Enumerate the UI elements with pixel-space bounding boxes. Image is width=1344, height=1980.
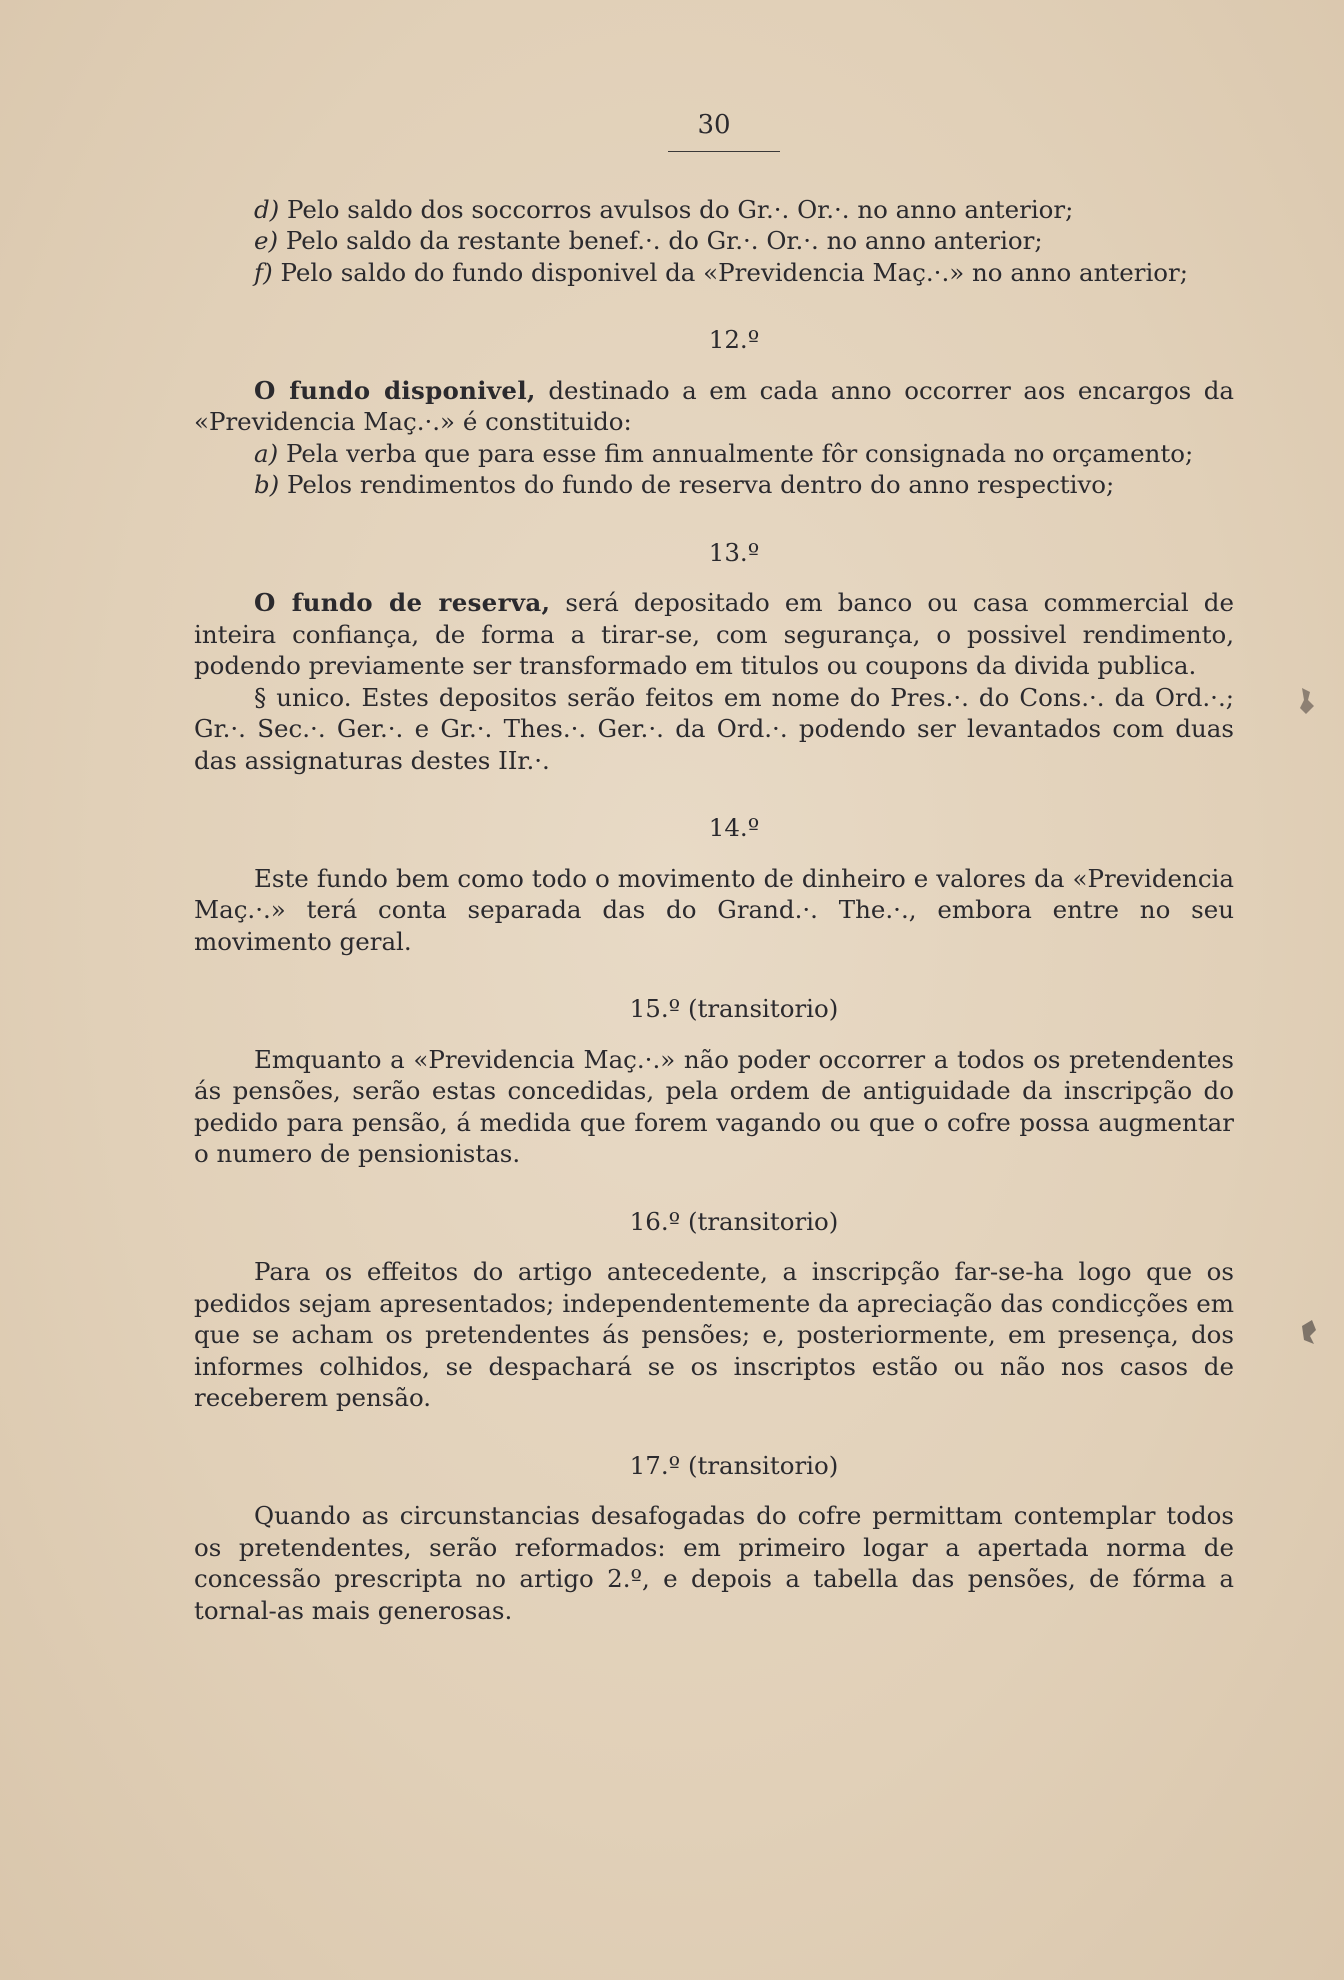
item-letter: a) xyxy=(254,438,279,468)
article-13-text xyxy=(194,587,1234,682)
intro-list xyxy=(194,194,1234,289)
article-17-text: Quando as circunstancias desafogadas do cofre permittam contemplar todos os pretendentes, serão reformados: em primeiro logar a apertada norma de concessão prescripta no artigo 2.º, e depois a tabella das pensões, de fórma a tornal-as mais generosas. xyxy=(194,1501,1234,1625)
item-letter: d) xyxy=(254,194,280,224)
list-item xyxy=(194,438,1234,470)
article-13-rest: será depositado em banco ou casa commercial de inteira confiança, de forma a tirar-se, com segurança, o possivel rendimento, podendo previamente ser transformado em titulos ou coupons da divida publica. xyxy=(194,588,1234,680)
page-number-rule xyxy=(668,151,780,152)
page-number: 30 xyxy=(697,110,731,140)
margin-speck-icon xyxy=(1298,1318,1320,1348)
document-page xyxy=(194,110,1234,1626)
article-12-number: 12.º xyxy=(708,325,760,354)
article-12-text xyxy=(194,375,1234,438)
item-letter: e) xyxy=(254,226,279,255)
item-letter: b) xyxy=(254,470,280,499)
article-16-number: 16.º (transitorio) xyxy=(629,1206,839,1236)
item-text: Pelos rendimentos do fundo de reserva dentro do anno respectivo; xyxy=(287,470,1115,499)
article-13-number: 13.º xyxy=(708,537,760,567)
article-15-text: Emquanto a «Previdencia Maç.·.» não poder occorrer a todos os pretendentes ás pensões, serão estas concedidas, pela ordem de antiguidade da inscripção do pedido para pensão, á medida que forem vagando ou que o cofre possa augmentar o numero de pensionistas. xyxy=(194,1044,1234,1168)
article-16-text: Para os effeitos do artigo antecedente, a inscripção far-se-ha logo que os pedidos sejam apresentados; independentemente da apreciação das condicções em que se acham os pretendentes ás pensões; e, posteriormente, em presença, dos informes colhidos, se despachará se os inscriptos estão ou não nos casos de receberem pensão. xyxy=(194,1257,1234,1412)
list-item xyxy=(194,194,1234,226)
margin-speck-icon xyxy=(1296,686,1318,716)
article-13-lead: O fundo de reserva, xyxy=(254,588,551,617)
item-text: Pela verba que para esse fim annualmente fôr consignada no orçamento; xyxy=(285,438,1194,468)
list-item xyxy=(194,257,1234,289)
article-14-text: Este fundo bem como todo o movimento de dinheiro e valores da «Previdencia Maç.·.» terá conta separada das do Grand.·. The.·., embora entre no seu movimento geral. xyxy=(194,863,1234,956)
article-12-rest: destinado a em cada anno occorrer aos encargos da «Previdencia Maç.·.» é constituido: xyxy=(194,375,1234,436)
list-item xyxy=(194,469,1234,501)
item-text: Pelo saldo dos soccorros avulsos do Gr.·. Or.·. no anno anterior; xyxy=(287,194,1074,224)
article-17-number: 17.º (transitorio) xyxy=(629,1450,839,1480)
article-13-unico: § unico. Estes depositos serão feitos em nome do Pres.·. do Cons.·. da Ord.·.; Gr.·. Sec.·. Ger.·. e Gr.·. Thes.·. Ger.·. da Ord.·. podendo ser levantados com duas das assignaturas destes IIr.·. xyxy=(194,682,1234,775)
list-item xyxy=(194,225,1234,257)
item-text: Pelo saldo da restante benef.·. do Gr.·. Or.·. no anno anterior; xyxy=(285,226,1043,255)
article-14-number: 14.º xyxy=(708,813,760,842)
article-12-lead: O fundo disponivel, xyxy=(254,375,536,405)
item-letter: f) xyxy=(254,257,273,287)
article-15-number: 15.º (transitorio) xyxy=(629,994,839,1023)
item-text: Pelo saldo do fundo disponivel da «Previdencia Maç.·.» no anno anterior; xyxy=(280,257,1189,287)
